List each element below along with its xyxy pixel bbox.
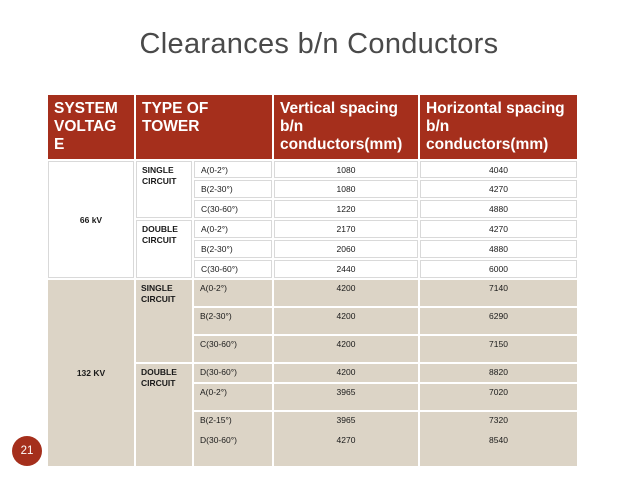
horizontal-spacing-cell: 7320 — [420, 412, 577, 438]
tower-type-cell: A(0-2°) — [194, 384, 272, 410]
horizontal-spacing-cell: 4270 — [420, 180, 577, 198]
vertical-spacing-cell: 4200 — [274, 336, 418, 362]
vertical-spacing-cell: 1080 — [274, 180, 418, 198]
vertical-spacing-cell: 4200 — [274, 364, 418, 382]
tower-type-cell: D(30-60°) — [194, 432, 272, 458]
system-voltage-cell: 132 KV — [48, 280, 134, 466]
header-vertical-spacing: Vertical spacing b/n conductors(mm) — [274, 95, 418, 159]
clearance-table — [48, 95, 577, 466]
vertical-spacing-cell: 1220 — [274, 200, 418, 218]
tower-type-cell: A(0-2°) — [194, 280, 272, 306]
vertical-spacing-cell: 2060 — [274, 240, 418, 258]
horizontal-spacing-cell: 6000 — [420, 260, 577, 278]
horizontal-spacing-cell: 4880 — [420, 200, 577, 218]
vertical-spacing-cell: 4270 — [274, 432, 418, 458]
circuit-type-cell: DOUBLE CIRCUIT — [136, 364, 192, 466]
vertical-spacing-cell: 3965 — [274, 384, 418, 410]
horizontal-spacing-cell: 4270 — [420, 220, 577, 238]
horizontal-spacing-cell: 7150 — [420, 336, 577, 362]
slide-title: Clearances b/n Conductors — [139, 28, 499, 60]
tower-type-cell: B(2-30°) — [194, 308, 272, 334]
horizontal-spacing-cell: 4880 — [420, 240, 577, 258]
vertical-spacing-cell: 4200 — [274, 280, 418, 306]
circuit-type-cell-continued — [136, 432, 192, 458]
vertical-spacing-cell: 3965 — [274, 412, 418, 438]
horizontal-spacing-cell: 7020 — [420, 384, 577, 410]
tower-type-cell: C(30-60°) — [194, 336, 272, 362]
horizontal-spacing-cell: 8820 — [420, 364, 577, 382]
tower-type-cell: A(0-2°) — [194, 161, 272, 178]
horizontal-spacing-cell: 8540 — [420, 432, 577, 458]
page-number-badge: 21 — [12, 436, 42, 466]
system-voltage-cell: 66 kV — [48, 161, 134, 278]
tower-type-cell: B(2-30°) — [194, 180, 272, 198]
clearance-table-last-row — [48, 432, 577, 458]
header-horizontal-spacing: Horizontal spacing b/n conductors(mm) — [420, 95, 577, 159]
tower-type-cell: C(30-60°) — [194, 260, 272, 278]
horizontal-spacing-cell: 7140 — [420, 280, 577, 306]
tower-type-cell: D(30-60°) — [194, 364, 272, 382]
vertical-spacing-cell: 2170 — [274, 220, 418, 238]
vertical-spacing-cell: 1080 — [274, 161, 418, 178]
vertical-spacing-cell: 4200 — [274, 308, 418, 334]
circuit-type-cell: SINGLE CIRCUIT — [136, 161, 192, 218]
horizontal-spacing-cell: 4040 — [420, 161, 577, 178]
vertical-spacing-cell: 2440 — [274, 260, 418, 278]
header-tower-type: TYPE OF TOWER — [136, 95, 272, 159]
header-system-voltage: SYSTEM VOLTAG E — [48, 95, 134, 159]
tower-type-cell: B(2-15°) — [194, 412, 272, 438]
tower-type-cell: C(30-60°) — [194, 200, 272, 218]
tower-type-cell: A(0-2°) — [194, 220, 272, 238]
circuit-type-cell: SINGLE CIRCUIT — [136, 280, 192, 362]
tower-type-cell: B(2-30°) — [194, 240, 272, 258]
system-voltage-cell-continued — [48, 432, 134, 458]
circuit-type-cell: DOUBLE CIRCUIT — [136, 220, 192, 278]
horizontal-spacing-cell: 6290 — [420, 308, 577, 334]
